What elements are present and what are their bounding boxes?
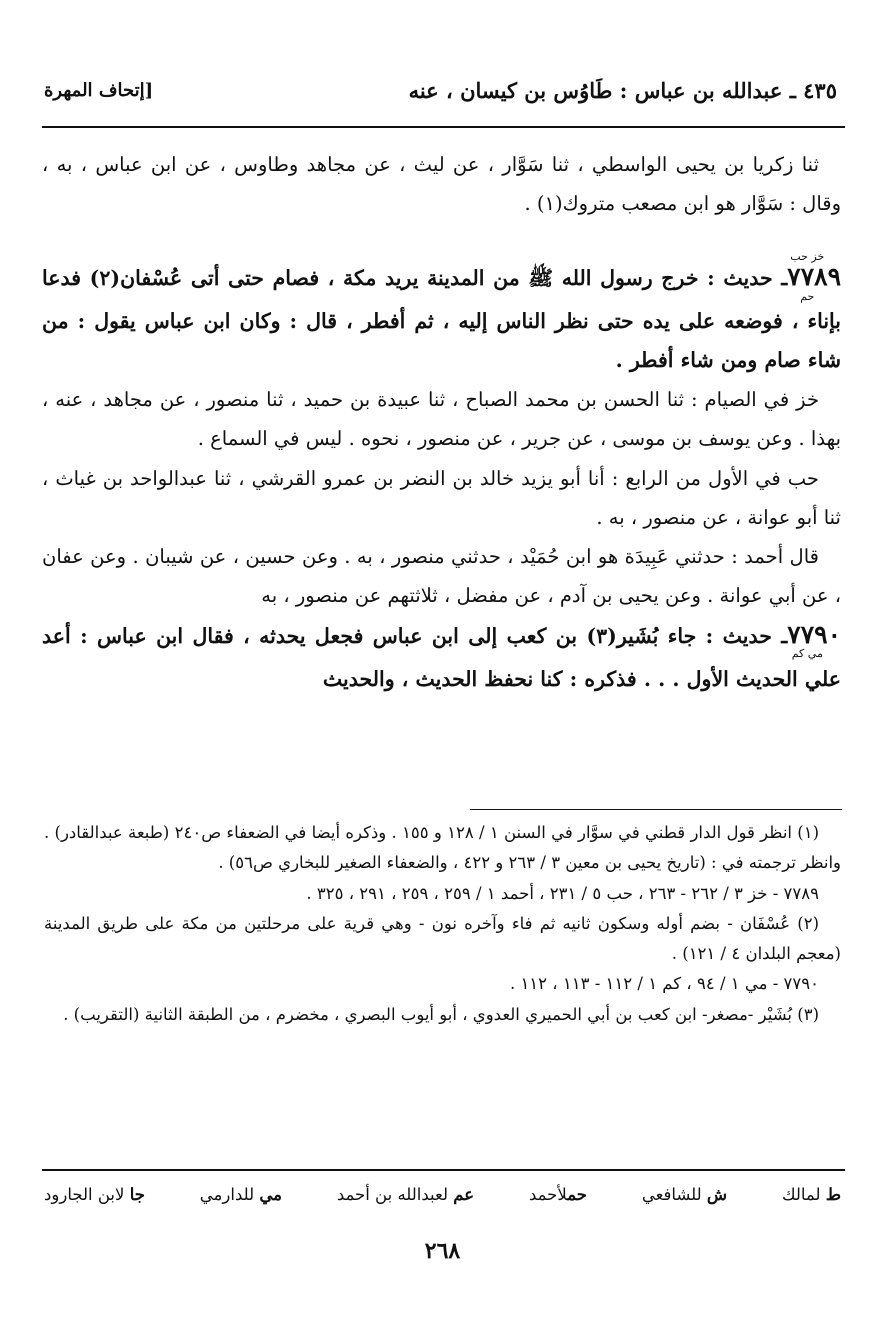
legend-item: ش للشافعي	[641, 1185, 728, 1204]
abbreviation-legend	[44, 1185, 841, 1217]
header-book-title: [إتحاف المهرة	[44, 80, 154, 101]
legend-item: عم لعبدالله بن أحمد	[336, 1185, 475, 1204]
footnote-separator	[470, 809, 842, 810]
hadith-7789	[42, 223, 841, 380]
legend-item: جا لابن الجارود	[44, 1185, 145, 1204]
hadith-text: ـ حديث : خرج رسول الله ﷺ من المدينة يريد مكة ، فصام حتى أتى عُسْفان(٢) فدعا بإناء ، فوضعه على يده حتى نظر الناس إليه ، ثم أفطر ، قال : وكان ابن عباس يقول : من شاء صام ومن شاء أفطر .	[42, 266, 841, 373]
page-number: ٢٦٨	[424, 1238, 461, 1264]
main-text	[42, 145, 841, 699]
paragraph-hb: حب في الأول من الرابع : أنا أبو يزيد خالد بن النضر بن عمرو القرشي ، ثنا عبدالواحد بن غياث ، ثنا أبو عوانة ، عن منصور ، به .	[42, 466, 841, 529]
paragraph-ahmad: قال أحمد : حدثني عَبِيدَة هو ابن حُمَيْد ، حدثني منصور ، به . وعن حسين ، عن شيبان . وعن عفان ، عن أبي عوانة . وعن يحيى بن آدم ، عن مفضل ، ثلاثتهم عن منصور ، به	[42, 545, 841, 608]
source-codes: مي كم	[791, 647, 823, 661]
footnote-2: (٢) عُسْفَان - بضم أوله وسكون ثانيه ثم فاء وآخره نون - وهي قرية على مرحلتين من مكة على طريق المدينة (معجم البلدان ٤ / ١٢١) .	[44, 913, 841, 964]
header-rule	[42, 126, 845, 128]
running-header	[40, 72, 845, 112]
hadith-number: ٧٧٩٠	[787, 620, 841, 650]
footnote-1: (١) انظر قول الدار قطني في سوَّار في السنن ١ / ١٢٨ و ١٥٥ . وذكره أيضا في الضعفاء ص٢٤٠ (طبعة عبدالقادر) . وانظر ترجمته في : (تاريخ يحيى بن معين ٣ / ٢٦٣ و ٤٢٢ ، والضعفاء الصغير للبخاري ص٥٦) .	[44, 823, 841, 873]
hadith-text: ـ حديث : جاء بُشَير(٣) بن كعب إلى ابن عباس فجعل يحدثه ، فقال ابن عباس : أعد علي الحديث الأول . . . فذكره : كنا نحفظ الحديث ، والحديث	[42, 624, 841, 691]
legend-item: ط لمالك	[781, 1185, 841, 1204]
paragraph-sanad: ثنا زكريا بن يحيى الواسطي ، ثنا سَوَّار ، عن ليث ، عن مجاهد وطاوس ، عن ابن عباس ، به ، وقال : سَوَّار هو ابن مصعب متروك(١) .	[42, 153, 841, 216]
takhrij-7789: ٧٧٨٩ - خز ٣ / ٢٦٢ - ٢٦٣ ، حب ٥ / ٢٣١ ، أحمد ١ / ٢٥٩ ، ٢٥٩ ، ٢٩١ ، ٣٢٥ .	[306, 883, 819, 903]
hadith-7790	[42, 615, 841, 698]
footnotes	[44, 818, 841, 1030]
header-title: ٤٣٥ ـ عبدالله بن عباس : طَاوُس بن كيسان ، عنه	[408, 78, 837, 103]
legend-item: مي للدارمي	[199, 1185, 282, 1204]
takhrij-7790: ٧٧٩٠ - مي ١ / ٩٤ ، كم ١ / ١١٢ - ١١٣ ، ١١٢ .	[509, 974, 819, 994]
paragraph-khz: خز في الصيام : ثنا الحسن بن محمد الصباح ، ثنا عبيدة بن حميد ، ثنا منصور ، عن مجاهد ، عنه ، بهذا . وعن يوسف بن موسى ، عن جرير ، عن منصور ، نحوه . ليس في السماع .	[42, 388, 841, 451]
legend-item: حملأحمد	[528, 1185, 587, 1204]
legend-rule	[42, 1169, 845, 1171]
footnote-3: (٣) بُشَيْر -مصغر- ابن كعب بن أبي الحميري العدوي ، أبو أيوب البصري ، مخضرم ، من الطبقة الثانية (التقريب) .	[63, 1004, 819, 1024]
source-codes: خز حب حم	[790, 250, 825, 303]
hadith-number: ٧٧٨٩	[787, 262, 841, 292]
